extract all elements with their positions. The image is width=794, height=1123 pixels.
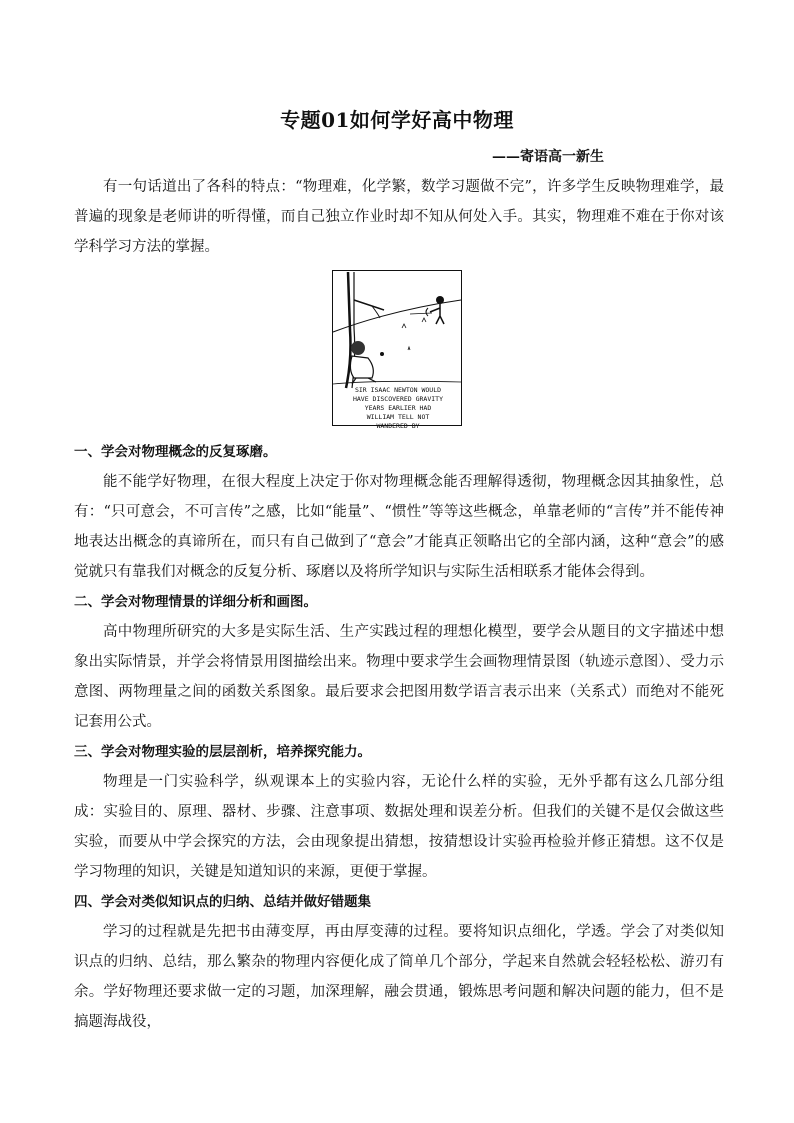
sections-block [74,437,724,1037]
intro-paragraph: 有一句话道出了各科的特点：“物理难，化学繁，数学习题做不完”，许多学生反映物理难学，最普遍的现象是老师讲的听得懂，而自己独立作业时却不知从何处入手。其实，物理难不难在于你对该学科学习方法的掌握。 [74,179,724,255]
section-heading: 四、学会对类似知识点的归纳、总结并做好错题集 [74,894,371,910]
section-paragraph: 物理是一门实验科学，纵观课本上的实验内容，无论什么样的实验，无外乎都有这么几部分组成：实验目的、原理、器材、步骤、注意事项、数据处理和误差分析。但我们的关键不是仅会做这些实验，而要从中学会探究的方法，会由现象提出猜想，按猜想设计实验再检验并修正猜想。这不仅是学习物理的知识，关键是知道知识的来源，更便于掌握。 [74,774,724,880]
cartoon-caption: SIR ISAAC NEWTON WOULD HAVE DISCOVERED GRAVITY YEARS EARLIER HAD WILLIAM TELL NOT WANDERED BY [352,386,443,430]
section-paragraph: 高中物理所研究的大多是实际生活、生产实践过程的理想化模型，要学会从题目的文字描述中想象出实际情景，并学会将情景用图描绘出来。物理中要求学生会画物理情景图（轨迹示意图）、受力示意图、两物理量之间的函数关系图象。最后要求会把图用数学语言表示出来（关系式）而绝对不能死记套用公式。 [74,624,724,730]
section-heading: 三、学会对物理实验的层层剖析，培养探究能力。 [74,744,371,760]
section-heading: 二、学会对物理情景的详细分析和画图。 [74,594,317,610]
section-paragraph: 学习的过程就是先把书由薄变厚，再由厚变薄的过程。要将知识点细化，学透。学会了对类似知识点的归纳、总结，那么繁杂的物理内容便化成了简单几个部分，学起来自然就会轻轻松松、游刃有余。学好物理还要求做一定的习题，加深理解，融会贯通，锻炼思考问题和解决问题的能力，但不是搞题海战役， [74,924,724,1030]
section-paragraph: 能不能学好物理，在很大程度上决定于你对物理概念能否理解得透彻，物理概念因其抽象性，总有：“只可意会，不可言传”之感，比如“能量”、“惯性”等等这些概念，单靠老师的“言传”并不能传神地表达出概念的真谛所在，而只有自己做到了“意会”才能真正领略出它的全部内涵，这种“意会”的感觉就只有靠我们对概念的反复分析、琢磨以及将所学知识与实际生活相联系才能体会得到。 [74,474,724,580]
intro-block [74,172,724,262]
page-title: 专题01如何学好高中物理 [280,108,514,132]
section-heading: 一、学会对物理概念的反复琢磨。 [74,444,277,460]
page-subtitle: ——寄语高一新生 [492,149,604,165]
